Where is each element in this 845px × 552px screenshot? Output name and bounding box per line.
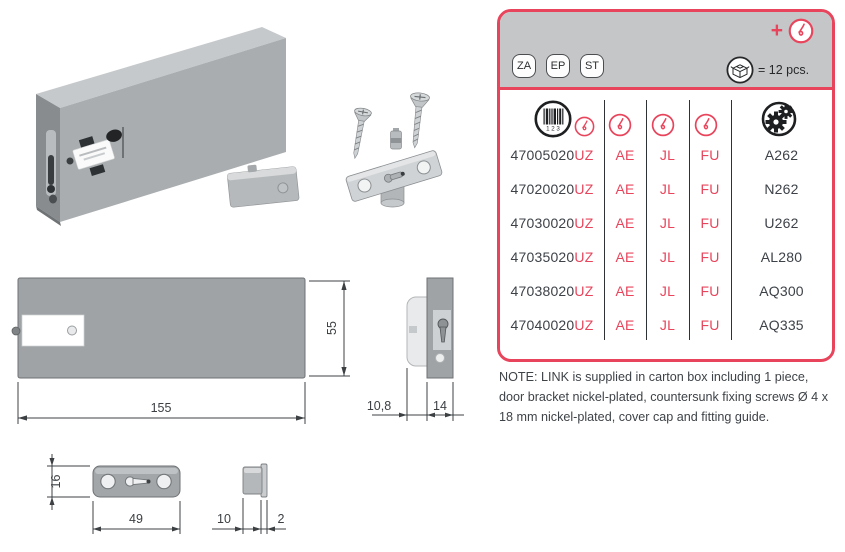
article-code: 47020020UZ	[510, 181, 594, 197]
finish-cell: FU	[700, 147, 720, 163]
ordering-panel	[497, 9, 835, 362]
finish-cell: JL	[659, 249, 676, 265]
finish-cell: AE	[615, 181, 635, 197]
cover-cap-photo	[226, 160, 299, 207]
finish-icon	[694, 113, 718, 137]
dim-label-49: 49	[129, 512, 143, 526]
pin	[12, 327, 20, 335]
barcode-digits: 1 2 3	[546, 125, 560, 133]
gears-icon	[761, 101, 797, 137]
finish-code-cell: U262	[764, 215, 799, 231]
screw-icon	[405, 92, 430, 149]
front-view-drawing	[12, 278, 350, 424]
article-code: 47040020UZ	[510, 317, 594, 333]
dim-label-2: 2	[277, 512, 285, 526]
finish-code-cell: A262	[764, 147, 799, 163]
finish-icon	[574, 116, 595, 137]
cap-drawing	[212, 464, 286, 534]
note-text: NOTE: LINK is supplied in carton box including 1 piece, door bracket nickel-plated, countersunk fixing screws Ø 4 x 18 mm nickel-plated, cover cap and fitting guide.	[499, 370, 828, 424]
packaging-info	[726, 56, 809, 84]
finish-cell: AE	[615, 215, 635, 231]
plate-drawing	[47, 454, 180, 534]
badge-za: ZA	[512, 54, 536, 78]
finish-cell: AE	[615, 147, 635, 163]
table-header-icons	[500, 90, 832, 138]
dim-label-155: 155	[150, 401, 172, 415]
article-code: 47038020UZ	[510, 283, 594, 299]
finish-cell: JL	[659, 283, 676, 299]
fittings-illustration	[345, 92, 442, 207]
barcode-icon	[534, 100, 572, 138]
finish-cell: FU	[700, 181, 720, 197]
carton-quantity: = 12 pcs.	[758, 63, 810, 77]
order-table	[500, 90, 832, 356]
dim-label-14: 14	[433, 399, 447, 413]
finish-cell: FU	[700, 249, 720, 265]
table-row	[500, 308, 832, 342]
badge-st: ST	[580, 54, 604, 78]
article-code: 47005020UZ	[510, 147, 594, 163]
article-code: 47030020UZ	[510, 215, 594, 231]
finish-cell: FU	[700, 283, 720, 299]
plug-icon	[391, 128, 402, 149]
dim-label-16: 16	[49, 474, 63, 489]
badge-ep: EP	[546, 54, 570, 78]
side-view-drawing	[367, 278, 464, 421]
finish-cell: JL	[659, 147, 676, 163]
plus-sign: +	[770, 19, 783, 42]
carton-icon	[726, 56, 754, 84]
table-row	[500, 172, 832, 206]
screw-icon	[346, 107, 372, 160]
finish-code-cell: AQ335	[759, 317, 804, 333]
finish-code-cell: N262	[764, 181, 799, 197]
finish-code-cell: AQ300	[759, 283, 804, 299]
table-row	[500, 274, 832, 308]
finish-cell: FU	[700, 317, 720, 333]
finish-code-cell: AL280	[760, 249, 803, 265]
finish-icon	[651, 113, 675, 137]
finish-icon	[608, 113, 632, 137]
plus-finish-cluster	[771, 18, 814, 44]
finish-cell: FU	[700, 215, 720, 231]
product-photo	[36, 27, 299, 226]
finish-cell: JL	[659, 181, 676, 197]
table-row	[500, 240, 832, 274]
finish-cell: AE	[615, 249, 635, 265]
finish-cell: AE	[615, 283, 635, 299]
article-code: 47035020UZ	[510, 249, 594, 265]
table-rows	[500, 138, 832, 342]
finish-cell: AE	[615, 317, 635, 333]
table-row	[500, 138, 832, 172]
finish-cell: JL	[659, 215, 676, 231]
certification-badges	[512, 54, 604, 78]
panel-header	[500, 12, 832, 90]
dim-label-55: 55	[325, 321, 339, 335]
dim-label-10-8: 10,8	[366, 399, 392, 413]
table-row	[500, 206, 832, 240]
dim-label-10: 10	[217, 512, 231, 526]
finish-cell: JL	[659, 317, 676, 333]
finish-icon	[788, 18, 814, 44]
